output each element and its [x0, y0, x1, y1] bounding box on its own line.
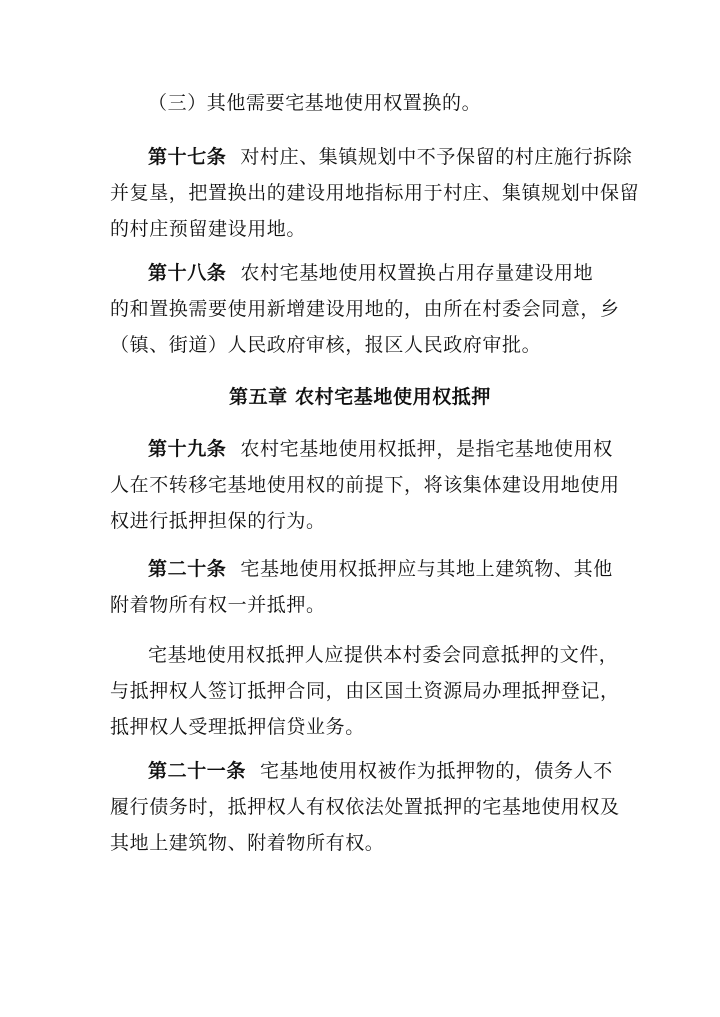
article-17-line-1	[148, 145, 632, 169]
article-17-text-1: 对村庄、集镇规划中不予保留的村庄施行拆除	[240, 146, 633, 168]
list-item-three: （三）其他需要宅基地使用权置换的。	[148, 92, 482, 114]
article-20-text-1: 宅基地使用权抵押应与其地上建筑物、其他	[240, 558, 613, 580]
article-19-label: 第十九条	[148, 438, 227, 460]
article-18-label: 第十八条	[148, 262, 227, 284]
article-17-line-2: 并复垦，把置换出的建设用地指标用于村庄、集镇规划中保留	[110, 182, 640, 204]
article-19-line-1	[148, 437, 613, 461]
chapter-heading: 第五章 农村宅基地使用权抵押	[228, 386, 491, 408]
paragraph-20b-line-2: 与抵押权人签订抵押合同，由区国土资源局办理抵押登记，	[110, 680, 620, 702]
article-19-line-2: 人在不转移宅基地使用权的前提下，将该集体建设用地使用	[110, 474, 620, 496]
article-21-label: 第二十一条	[148, 760, 247, 782]
paragraph-20b-line-3: 抵押权人受理抵押信贷业务。	[110, 716, 365, 738]
article-19-text-1: 农村宅基地使用权抵押，是指宅基地使用权	[240, 438, 613, 460]
article-21-text-1: 宅基地使用权被作为抵押物的，债务人不	[260, 760, 613, 782]
article-17-label: 第十七条	[148, 146, 227, 168]
article-21-line-1	[148, 759, 613, 783]
article-20-label: 第二十条	[148, 558, 227, 580]
article-20-line-1	[148, 557, 613, 581]
article-18-line-1	[148, 261, 593, 285]
paragraph-20b-line-1: 宅基地使用权抵押人应提供本村委会同意抵押的文件，	[148, 644, 619, 666]
article-18-line-2: 的和置换需要使用新增建设用地的，由所在村委会同意，乡	[110, 298, 620, 320]
article-17-line-3: 的村庄预留建设用地。	[110, 218, 307, 240]
article-19-line-3: 权进行抵押担保的行为。	[110, 510, 326, 532]
article-21-line-3: 其地上建筑物、附着物所有权。	[110, 832, 385, 854]
article-20-line-2: 附着物所有权一并抵押。	[110, 594, 326, 616]
article-21-line-2: 履行债务时，抵押权人有权依法处置抵押的宅基地使用权及	[110, 796, 620, 818]
article-18-line-3: （镇、街道）人民政府审核，报区人民政府审批。	[110, 334, 542, 356]
article-18-text-1: 农村宅基地使用权置换占用存量建设用地	[240, 262, 594, 284]
